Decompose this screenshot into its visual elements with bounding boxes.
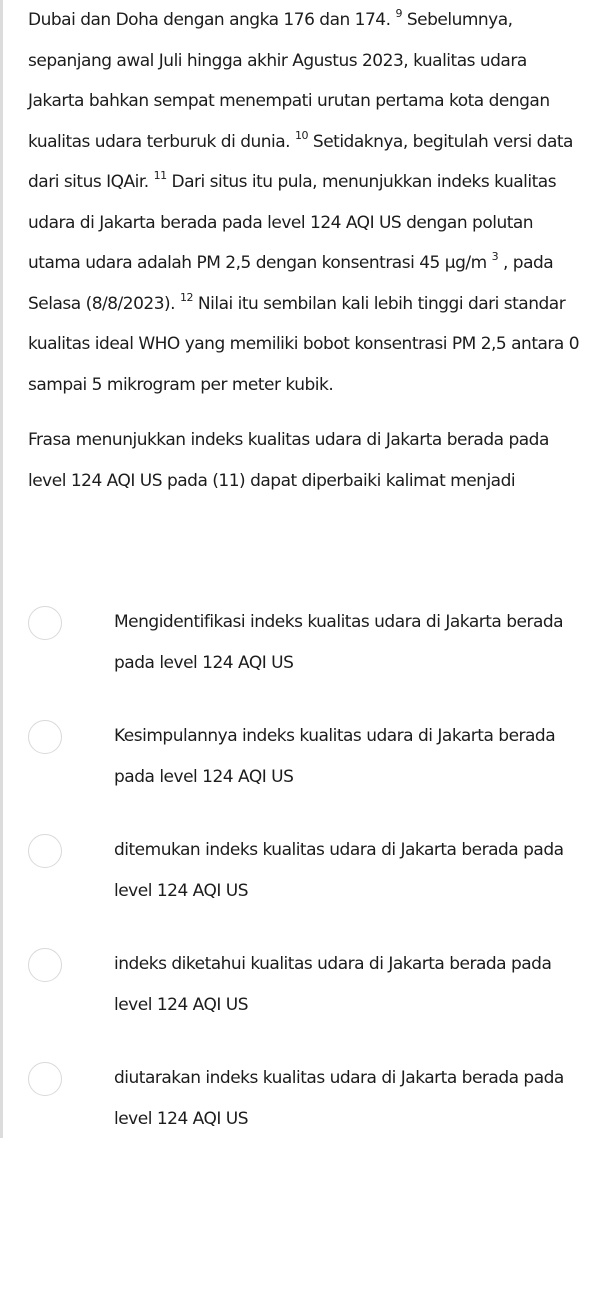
passage-segment: , pada Selasa (8/8/2023). — [28, 253, 554, 314]
answer-options — [0, 606, 600, 1290]
exponent-3: 3 — [491, 250, 499, 263]
radio-button[interactable] — [28, 720, 62, 754]
passage-segment: Sebelumnya, sepanjang awal Juli hingga akhir Agustus 2023, kualitas udara Jakarta bahkan sempat menempati urutan pertama kota dengan kualitas udara terburuk di dunia. — [28, 10, 550, 152]
option-label[interactable]: Kesimpulannya indeks kualitas udara di Jakarta berada pada level 124 AQI US — [114, 726, 556, 787]
footnote-10: 10 — [295, 128, 308, 142]
option-e[interactable] — [0, 1062, 600, 1290]
radio-button[interactable] — [28, 834, 62, 868]
radio-button[interactable] — [28, 1062, 62, 1096]
passage-segment: Nilai itu sembilan kali lebih tinggi dari standar kualitas ideal WHO yang memiliki bobot konsentrasi PM 2,5 antara 0 sampai 5 mikrogram per meter kubik. — [28, 293, 580, 395]
option-label[interactable]: Mengidentifikasi indeks kualitas udara di Jakarta berada pada level 124 AQI US — [114, 612, 564, 673]
option-label[interactable]: ditemukan indeks kualitas udara di Jakarta berada pada level 124 AQI US — [114, 840, 564, 901]
passage-segment: Setidaknya, begitulah versi data dari situs IQAir. — [28, 131, 573, 192]
radio-button[interactable] — [28, 606, 62, 640]
passage-segment: Dubai dan Doha dengan angka 176 dan 174. — [28, 10, 391, 30]
option-label[interactable]: diutarakan indeks kualitas udara di Jakarta berada pada level 124 AQI US — [114, 1068, 564, 1129]
footnote-11: 11 — [153, 169, 167, 182]
reading-passage — [28, 0, 583, 405]
footnote-9: 9 — [395, 7, 402, 20]
passage-text — [28, 0, 583, 405]
option-label[interactable]: indeks diketahui kualitas udara di Jakarta berada pada level 124 AQI US — [114, 954, 552, 1015]
question-text: Frasa menunjukkan indeks kualitas udara di Jakarta berada pada level 124 AQI US pada (11) dapat diperbaiki kalimat menjadi — [28, 430, 549, 491]
footnote-12: 12 — [180, 290, 193, 304]
radio-button[interactable] — [28, 948, 62, 982]
passage-segment: Dari situs itu pula, menunjukkan indeks kualitas udara di Jakarta berada pada level 124 AQI US dengan polutan utama udara adalah PM 2,5 dengan konsentrasi 45 µg/m — [28, 172, 557, 273]
